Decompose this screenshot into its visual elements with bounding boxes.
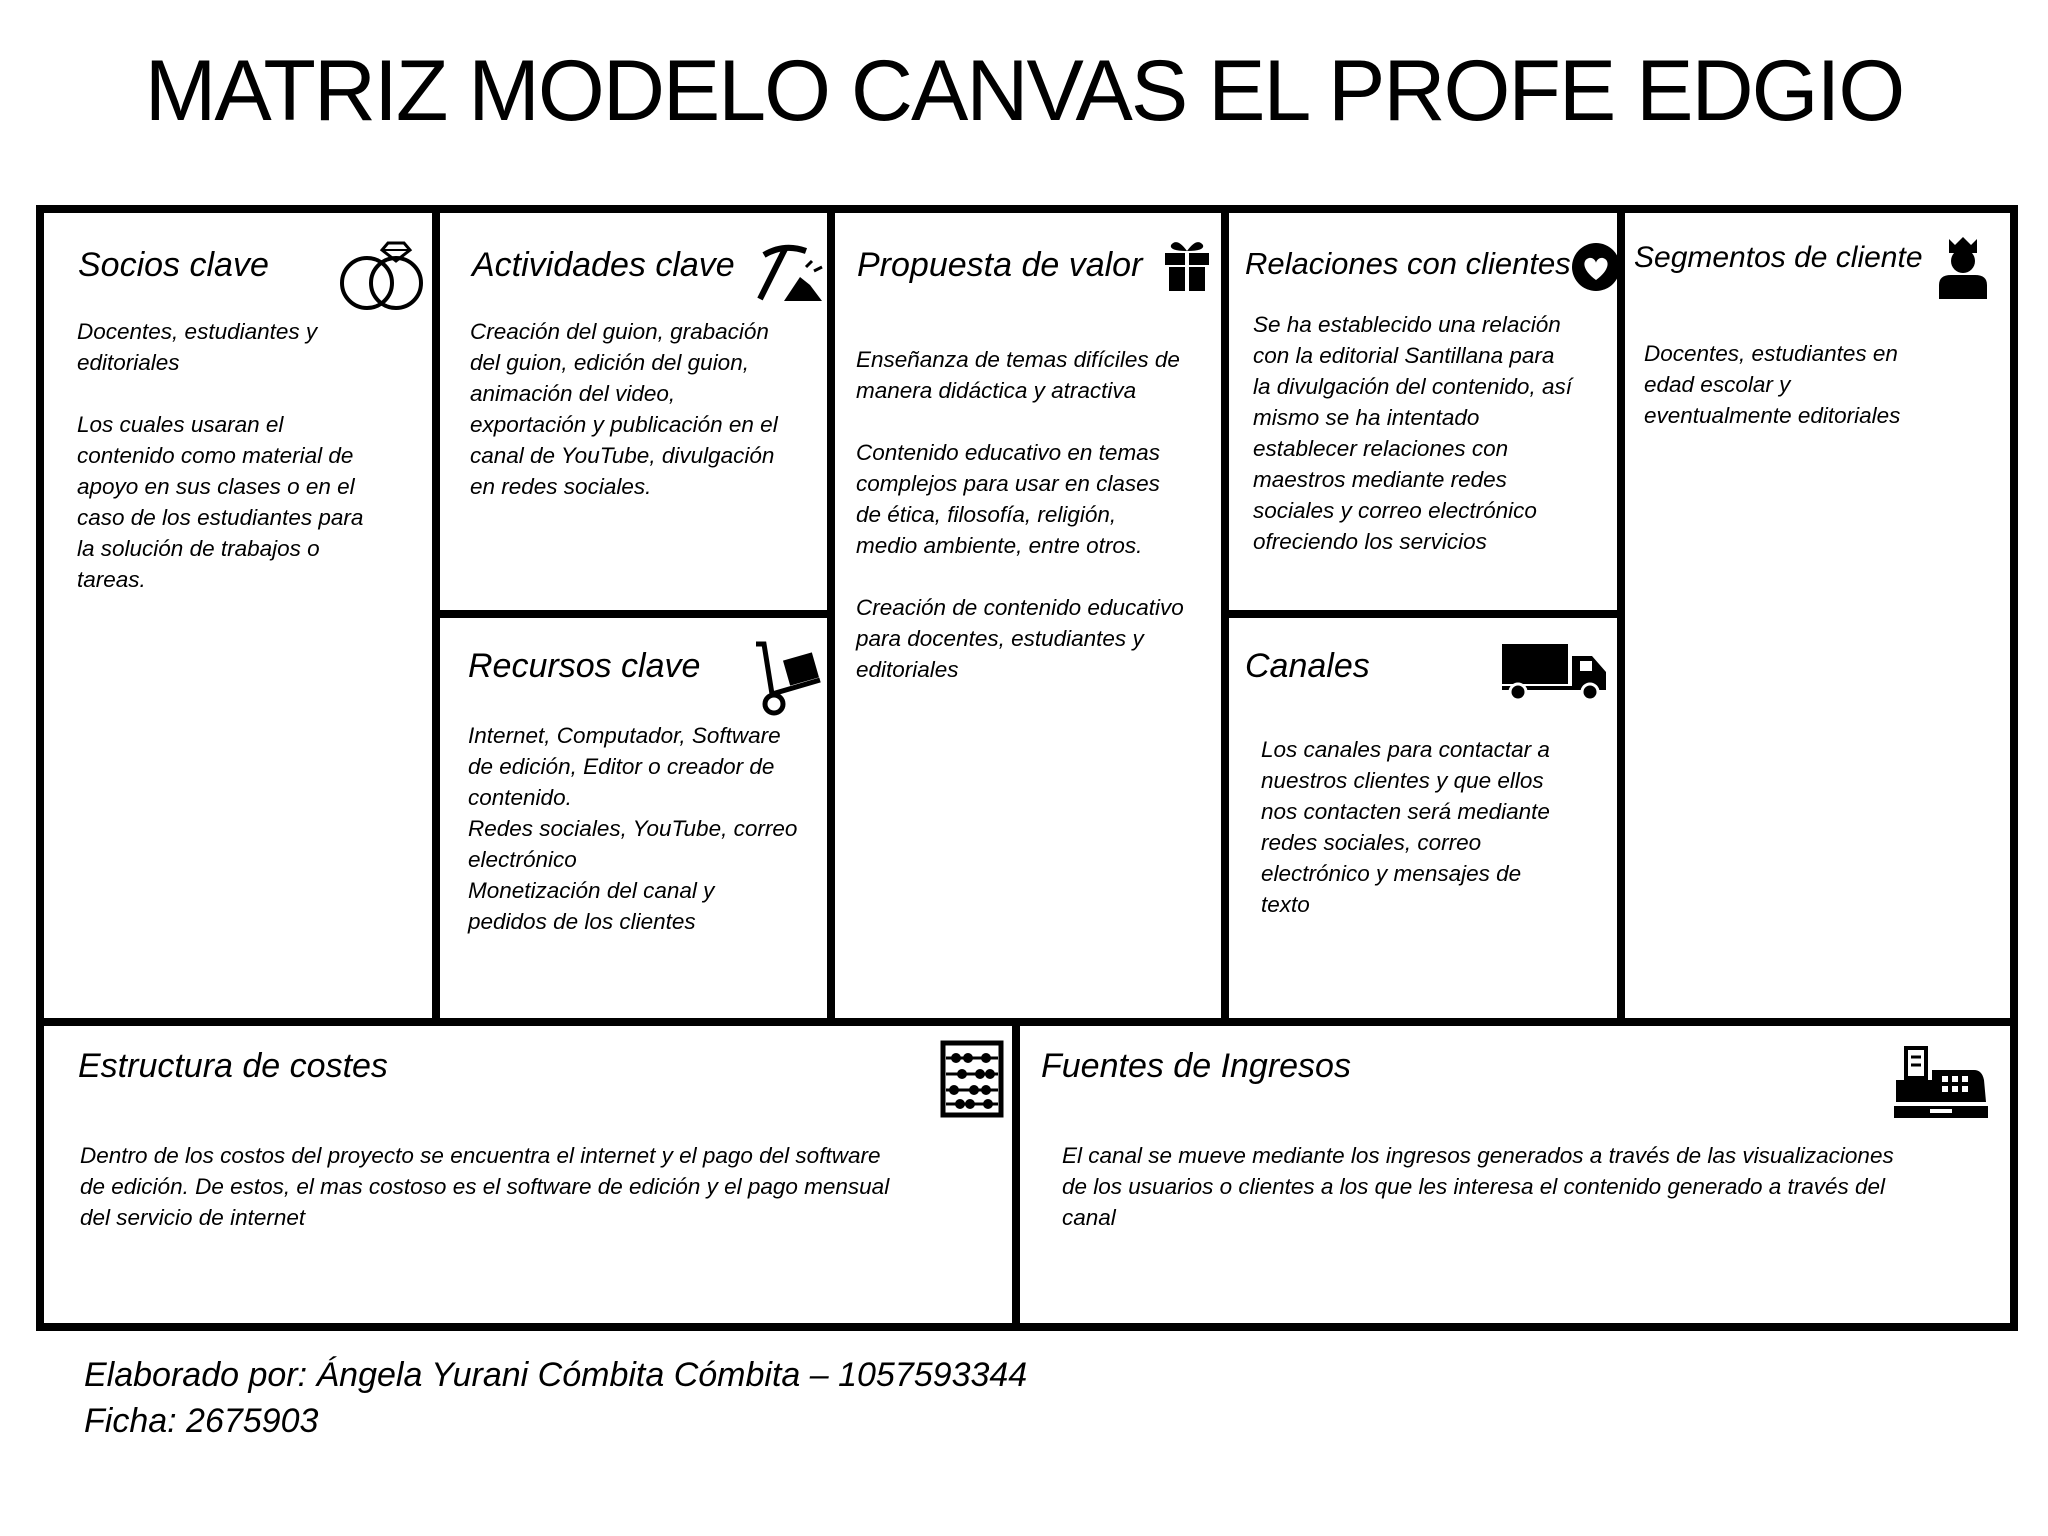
recursos-clave-heading: Recursos clave — [468, 647, 701, 685]
segmentos-cliente-block — [1617, 205, 2018, 1026]
socios-clave-heading: Socios clave — [78, 246, 269, 284]
canales-text: Los canales para contactar a nuestros clientes y que ellos nos contacten será mediante redes sociales, correo electrónico y mensajes de texto — [1261, 737, 1550, 917]
segmentos-cliente-heading: Segmentos de cliente — [1634, 241, 1923, 274]
propuesta-de-valor-text: Enseñanza de temas difíciles de manera didáctica y atractiva Contenido educativo en temas complejos para usar en clases de ética, filosofía, religión, medio ambiente, entre otros. Creación de contenido educativo para docentes, estudiantes y editoriales — [856, 347, 1184, 682]
hand-truck-icon — [750, 638, 826, 718]
actividades-clave-block — [432, 205, 835, 618]
segmentos-cliente-text: Docentes, estudiantes en edad escolar y eventualmente editoriales — [1644, 341, 1901, 428]
fuentes-ingresos-block — [1012, 1018, 2018, 1331]
socios-clave-text: Docentes, estudiantes y editoriales Los cuales usaran el contenido como material de apoyo en sus clases o en el caso de los estudiantes para la solución de trabajos o tareas. — [77, 319, 364, 592]
relaciones-clientes-text: Se ha establecido una relación con la editorial Santillana para la divulgación del contenido, así mismo se ha intentado establecer relaciones con maestros mediante redes sociales y correo electrónico ofreciendo los servicios — [1253, 312, 1572, 554]
page-title: MATRIZ MODELO CANVAS EL PROFE EDGIO — [144, 43, 1904, 139]
actividades-clave-text: Creación del guion, grabación del guion, edición del guion, animación del video, exportación y publicación en el canal de YouTube, divulgación en redes sociales. — [470, 319, 778, 499]
fuentes-ingresos-text: El canal se mueve mediante los ingresos generados a través de las visualizaciones de los usuarios o clientes a los que les interesa el contenido generado a través del canal — [1062, 1143, 1894, 1230]
canales-heading: Canales — [1245, 647, 1370, 685]
person-icon — [1935, 235, 1991, 301]
relaciones-clientes-heading: Relaciones con clientes — [1245, 246, 1571, 281]
canales-block — [1221, 610, 1625, 1026]
relaciones-clientes-block — [1221, 205, 1625, 618]
author-line: Elaborado por: Ángela Yurani Cómbita Cómbita – 1057593344 — [84, 1356, 1028, 1394]
pickaxe-icon — [754, 241, 826, 303]
ficha-line: Ficha: 2675903 — [84, 1402, 319, 1440]
propuesta-de-valor-heading: Propuesta de valor — [857, 246, 1143, 284]
actividades-clave-heading: Actividades clave — [472, 246, 735, 284]
recursos-clave-block — [432, 610, 835, 1026]
cash-register-icon — [1892, 1044, 1990, 1124]
propuesta-de-valor-block — [827, 205, 1229, 1026]
estructura-costes-block — [36, 1018, 1020, 1331]
truck-icon — [1500, 642, 1610, 702]
socios-clave-block — [36, 205, 440, 1026]
estructura-costes-heading: Estructura de costes — [78, 1047, 388, 1085]
gift-icon — [1163, 237, 1211, 293]
rings-icon — [334, 239, 430, 313]
abacus-icon — [940, 1040, 1004, 1118]
recursos-clave-text: Internet, Computador, Software de edición, Editor o creador de contenido. Redes sociales, YouTube, correo electrónico Monetización del canal y pedidos de los clientes — [468, 723, 798, 934]
estructura-costes-text: Dentro de los costos del proyecto se encuentra el internet y el pago del software de edición. De estos, el mas costoso es el software de edición y el pago mensual del servicio de internet — [80, 1143, 890, 1230]
fuentes-ingresos-heading: Fuentes de Ingresos — [1041, 1047, 1351, 1085]
heart-icon — [1570, 241, 1622, 293]
